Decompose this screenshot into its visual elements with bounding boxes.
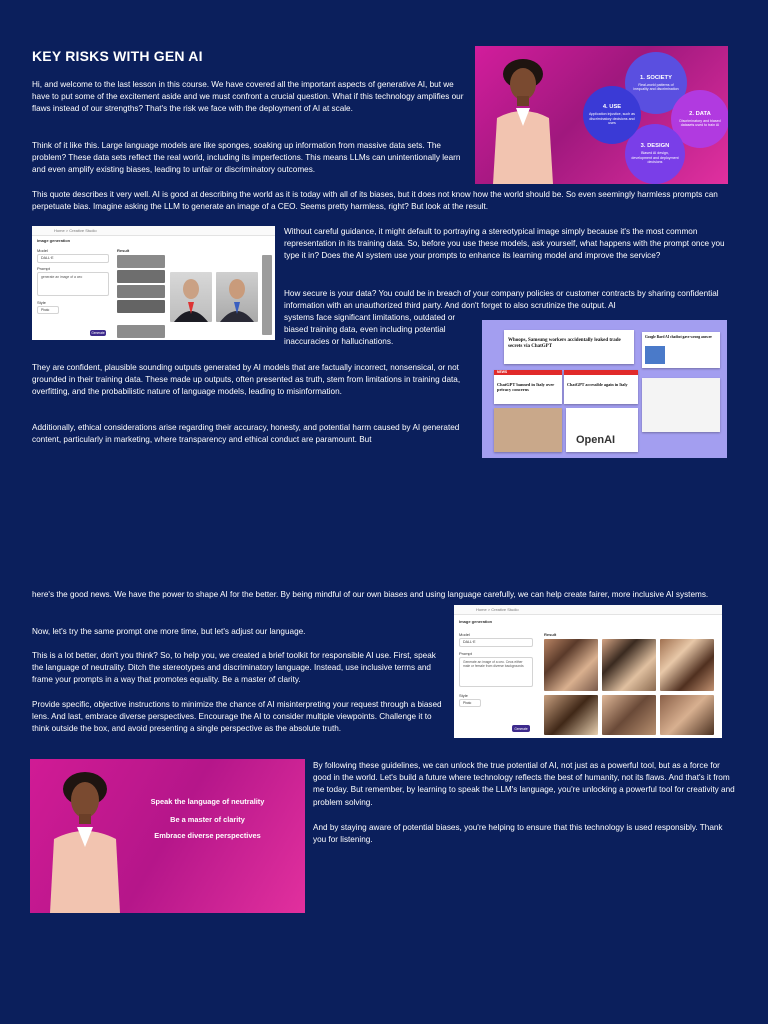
paragraph-sponges: Think of it like this. Large language models are like sponges, soaking up information from massive data sets. The problem? These data sets reflect the real world, including its imperfections. This means LLMs can unintentionally learn and even amplify existing biases, leading to unfair or discriminatory outcomes. [32,141,461,175]
generate-button[interactable]: Generate [91,331,105,335]
toolkit-line-neutrality: Speak the language of neutrality [150,797,265,806]
result-thumb[interactable] [544,639,598,691]
breadcrumb: Home > Creative Studio [476,607,519,612]
model-select[interactable]: DALL·E [37,254,109,263]
result-thumb[interactable] [117,325,165,338]
style-select[interactable]: Photo [37,306,59,314]
bias-sources-image [475,46,728,184]
screen-heading: Image generation [459,619,493,624]
ceo-portrait-icon [170,272,212,322]
prompt-label: Prompt [37,266,50,271]
generate-button[interactable]: Generate [512,725,530,732]
design-circle: 3. DESIGN Biased AI design, development and deployment decisions [625,124,685,184]
use-circle: 4. USE Application injustice, such as discriminatory decisions and uses [583,86,641,144]
data-circle: 2. DATA Discriminatory and biased datasets used to train AI [671,90,728,148]
breadcrumb: Home > Creative Studio [54,228,97,233]
result-thumb[interactable] [544,695,598,735]
ceo-portrait-icon [216,272,258,322]
prompt-label: Prompt [459,651,472,656]
result-label: Result [117,248,130,253]
paragraph-ethics: Additionally, ethical considerations arise regarding their accuracy, honesty, and potential harm caused by AI generated content, particularly in marketing, where transparency and ethical conduct are paramount. But [32,423,460,445]
paragraph-good-news: here's the good news. We have the power to shape AI for the better. By being mindful of our own biases and using language carefully, we can help create fairer, more inclusive AI systems. [32,590,709,599]
news-card-photo [494,408,562,452]
paragraph-default: Without careful guidance, it might default to portraying a stereotypical image simply because it's the most common representation in its training data. So, before you use these models, ask yourself, what happens with the prompt once you type it in? Does the AI system use your prompts to enhance its learning model and improve the service? [284,227,725,261]
news-card-samsung: Whoops, Samsung workers accidentally leaked trade secrets via ChatGPT [504,330,634,364]
screen-heading: Image generation [37,238,71,243]
result-large-portrait[interactable] [216,272,258,322]
result-thumb[interactable] [117,270,165,283]
paragraph-specific: Provide specific, objective instructions to minimize the chance of AI misinterpreting your request through a biased lens. And last, embrace diverse perspectives. Encourage the AI to consider multiple viewpoints. Challenge it to think outside the box, and avoid presenting a single perspective as the absolute truth. [32,700,442,734]
news-collage-image [482,320,727,458]
presenter-figure [40,767,130,913]
toolkit-presenter-image [30,759,305,913]
model-label: Model [37,248,48,253]
news-card-italy-accessible: ChatGPT accessible again in Italy [564,370,638,404]
result-thumb[interactable] [660,639,714,691]
result-thumb[interactable] [117,285,165,298]
page-title: KEY RISKS WITH GEN AI [32,48,203,64]
news-card-italy-ban: NEWS ChatGPT banned in Italy over privacy concerns [494,370,562,404]
paragraph-toolkit: This is a lot better, don't you think? So, to help you, we created a brief toolkit for responsible AI use. First, speak the language of neutrality. Ditch the stereotypes and discriminatory language. Instead, use inclusive terms and frame your prompts in a way that promotes equality. Be a master of clarity. [32,651,436,685]
paragraph-limitations: systems face significant limitations, outdated or biased training data, even including potential inaccuracies or hallucinations. [284,313,456,347]
style-select[interactable]: Photo [459,699,481,707]
diverse-ceo-generation-screenshot [454,605,722,738]
paragraph-security: How secure is your data? You could be in breach of your company policies or customer contracts by sharing confidential information with an unauthorized third party. And don't forget to also scrutinize the output. AI [284,289,719,311]
paragraph-hallucinations: They are confident, plausible sounding outputs generated by AI models that are factually incorrect, nonsensical, or not grounded in their training data. These made up outputs, often presented as truth, stem from limitations in training data, overfitting, and the probabilistic nature of language models, leading to misinformation. [32,363,461,397]
result-thumb[interactable] [262,255,272,335]
result-thumb[interactable] [602,639,656,691]
toolkit-line-perspectives: Embrace diverse perspectives [154,831,261,840]
result-thumb[interactable] [117,300,165,313]
news-card-tweet [642,378,720,432]
result-large-portrait[interactable] [170,272,212,322]
prompt-input[interactable]: Generate an image of a ceo. Ceos either male or female from diverse backgrounds [459,657,533,687]
style-label: Style [459,693,468,698]
result-label: Result [544,632,557,637]
paragraph-adjust: Now, let's try the same prompt one more time, but let's adjust our language. [32,627,306,636]
toolkit-line-clarity: Be a master of clarity [170,815,245,824]
model-select[interactable]: DALL·E [459,638,533,647]
news-card-bard: Google Bard AI chatbot gave wrong answer [642,332,720,368]
paragraph-guidelines: By following these guidelines, we can unlock the true potential of AI, not just as a powerful tool, but as a force for good in the world. Let's build a future where technology reflects the best of humanity, not its flaws. And that's it from me today. But remember, by learning to speak the LLM's language, you're unlocking a powerful tool for creativity and problem solving. [313,761,735,807]
prompt-input[interactable]: generate an image of a ceo [37,272,109,296]
result-thumb[interactable] [660,695,714,735]
ceo-generation-screenshot [32,226,275,340]
paragraph-quote: This quote describes it very well. AI is good at describing the world as it is today with all of its biases, but it does not know how the world should be. So even seemingly harmless prompts can perpetuate bias. Imagine asking the LLM to generate an image of a CEO. Seems pretty harmless, right? But look at the result. [32,190,718,212]
paragraph-closing: And by staying aware of potential biases, you're helping to ensure that this technology is used responsibly. Thank you for listening. [313,823,723,845]
presenter-figure [483,54,563,184]
news-card-openai: OpenAI [566,408,638,452]
style-label: Style [37,300,46,305]
society-circle: 1. SOCIETY Real-world patterns of inequality and discrimination [625,52,687,114]
model-label: Model [459,632,470,637]
result-thumb[interactable] [602,695,656,735]
paragraph-intro: Hi, and welcome to the last lesson in this course. We have covered all the important aspects of generative AI, but we have to put some of the excitement aside and we must confront a crucial question. What if this technology amplifies our flaws instead of our strengths? That's the risk we face with the deployment of AI at scale. [32,80,464,114]
result-thumb[interactable] [117,255,165,268]
